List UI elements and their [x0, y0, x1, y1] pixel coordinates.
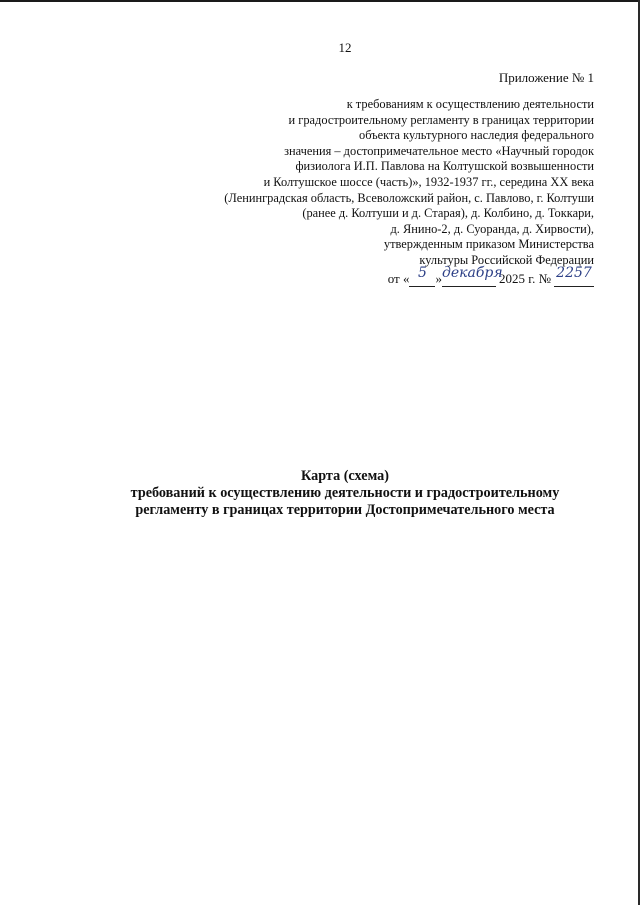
title-line: Карта (схема): [301, 468, 389, 484]
scan-border-top: [0, 0, 640, 2]
order-number-field: [554, 265, 594, 287]
requirements-line: утвержденным приказом Министерства: [383, 237, 594, 252]
title-line: требований к осуществлению деятельности и градостроительному: [130, 485, 560, 501]
requirements-line: и Колтушское шоссе (часть)», 1932-1937 гг., середина XX века: [263, 174, 594, 189]
order-month-field: [441, 265, 503, 287]
requirements-line: и градостроительному регламенту в границах территории: [288, 112, 594, 127]
order-year-text: 2025 г. №: [498, 271, 551, 286]
order-quote-close: »: [435, 271, 442, 286]
requirements-line: к требованиям к осуществлению деятельности: [346, 97, 594, 111]
order-prefix: от «: [387, 271, 410, 286]
requirements-line: объекта культурного наследия федерального: [359, 128, 594, 143]
requirements-line: (Ленинградская область, Всеволожский район, с. Павлово, г. Колтуши: [224, 190, 594, 205]
requirements-line: д. Янино-2, д. Суоранда, д. Хирвости),: [390, 221, 594, 236]
handwritten-day: 5: [418, 265, 427, 281]
order-date-number-line: [387, 265, 594, 287]
requirements-line: культуры Российской Федерации: [419, 252, 594, 267]
handwritten-month: декабря: [441, 265, 503, 281]
handwritten-number: 2257: [556, 265, 592, 281]
requirements-reference-block: [154, 97, 594, 269]
map-scheme-title: [0, 468, 640, 519]
requirements-line: физиолога И.П. Павлова на Колтушской возвышенности: [295, 159, 594, 174]
page-number: 12: [338, 40, 352, 55]
title-line: регламенту в границах территории Достопримечательного места: [135, 502, 555, 518]
requirements-line: (ранее д. Колтуши и д. Старая), д. Колбино, д. Токкари,: [302, 206, 594, 221]
requirements-line: значения – достопримечательное место «Научный городок: [284, 143, 594, 158]
order-day-field: [409, 265, 435, 287]
appendix-label: Приложение № 1: [498, 70, 594, 85]
